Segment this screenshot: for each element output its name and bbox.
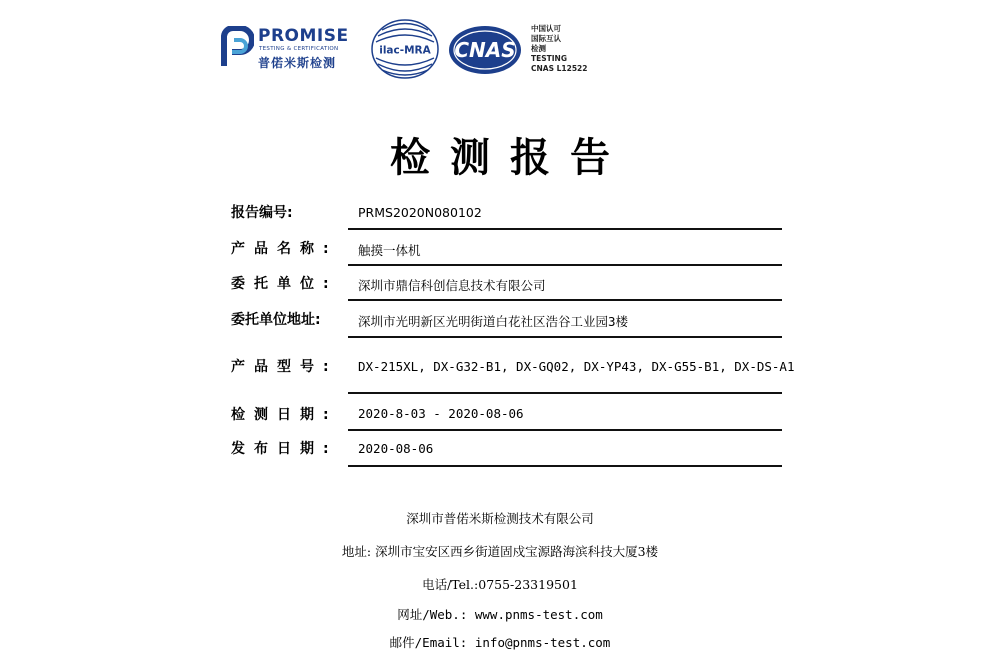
divider xyxy=(348,228,782,230)
cnas-logo-label: CNAS xyxy=(454,38,516,62)
report-title: 检测报告 xyxy=(390,135,630,181)
report-no-value: PRMS2020N080102 xyxy=(358,205,482,220)
client-label: 委托单位: xyxy=(231,276,338,292)
test-date-value: 2020-8-03 - 2020-08-06 xyxy=(358,406,524,421)
cnas-line: TESTING xyxy=(531,54,567,63)
cnas-line: CNAS L12522 xyxy=(531,64,588,73)
issue-date-label: 发布日期: xyxy=(231,441,338,457)
footer-company: 深圳市普偌米斯检测技术有限公司 xyxy=(406,511,594,526)
ilac-mra-logo-icon xyxy=(370,18,440,80)
client-address-label: 委托单位地址: xyxy=(231,312,321,328)
divider xyxy=(348,429,782,431)
promise-chinese-name: 普偌米斯检测 xyxy=(258,56,337,70)
report-no-label: 报告编号: xyxy=(231,205,293,221)
cnas-line: 检测 xyxy=(531,44,546,53)
product-name-value: 触摸一体机 xyxy=(358,243,421,258)
divider xyxy=(348,465,782,467)
client-value: 深圳市鼎信科创信息技术有限公司 xyxy=(358,278,546,293)
divider xyxy=(348,392,782,394)
divider xyxy=(348,264,782,266)
issue-date-value: 2020-08-06 xyxy=(358,441,434,456)
model-label: 产品型号: xyxy=(231,359,338,375)
client-address-value: 深圳市光明新区光明街道白花社区浩谷工业园3楼 xyxy=(358,314,629,329)
promise-brand-name: PROMISE xyxy=(258,26,349,46)
cnas-line: 中国认可 xyxy=(531,24,561,33)
footer-phone: 电话/Tel.:0755-23319501 xyxy=(422,577,578,592)
footer-web: 网址/Web.: www.pnms-test.com xyxy=(397,607,603,622)
ilac-label: ilac-MRA xyxy=(379,44,431,57)
footer-address: 地址: 深圳市宝安区西乡街道固戍宝源路海滨科技大厦3楼 xyxy=(341,544,659,559)
promise-mark-icon xyxy=(218,26,254,68)
model-value: DX-215XL, DX-G32-B1, DX-GQ02, DX-YP43, DX-G55-B1, DX-DS-A1 xyxy=(358,359,795,374)
promise-tagline: TESTING & CERTIFICATION xyxy=(259,46,339,52)
footer-email: 邮件/Email: info@pnms-test.com xyxy=(389,635,611,650)
promise-logo xyxy=(218,26,348,70)
test-date-label: 检测日期: xyxy=(231,407,338,423)
cnas-accreditation-text xyxy=(531,24,587,74)
divider xyxy=(348,336,782,338)
product-name-label: 产品名称: xyxy=(231,241,338,257)
divider xyxy=(348,299,782,301)
cnas-line: 国际互认 xyxy=(531,34,561,43)
cnas-logo-icon xyxy=(447,24,523,76)
